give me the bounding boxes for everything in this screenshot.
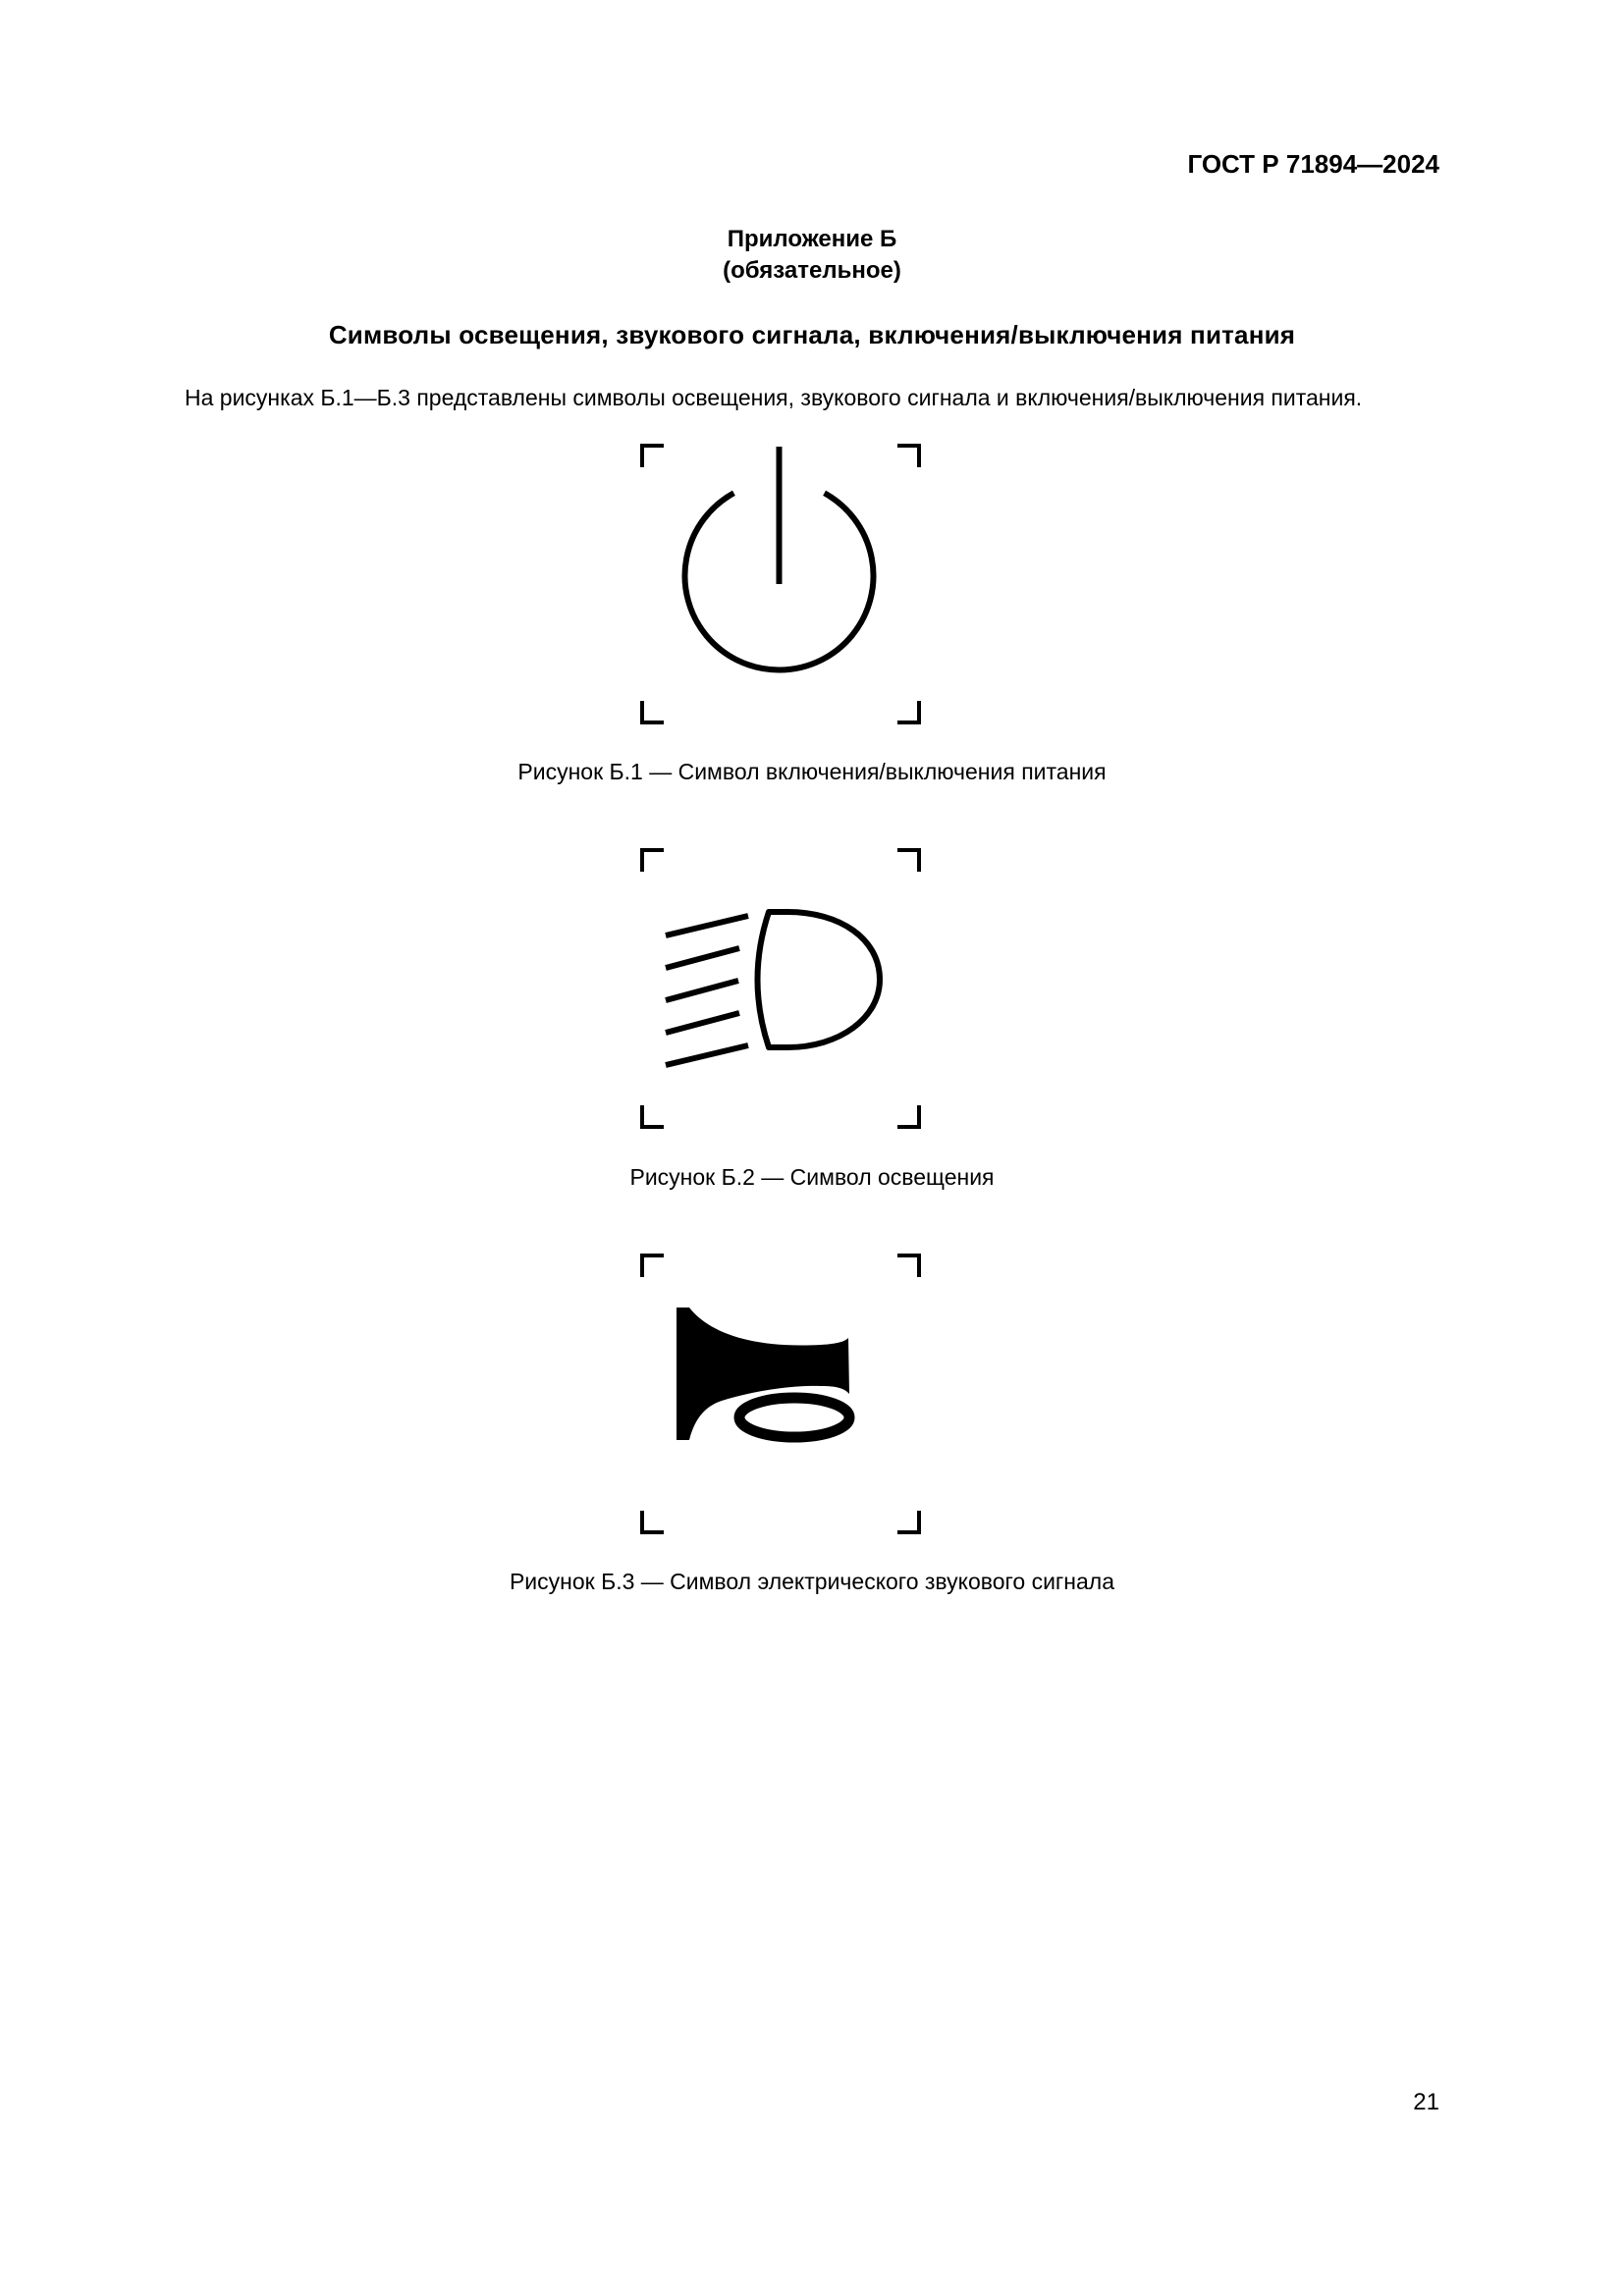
crop-mark-bottom-left xyxy=(642,1105,664,1127)
figure-caption: Рисунок Б.1 — Символ включения/выключения питания xyxy=(517,759,1107,784)
crop-mark-bottom-right xyxy=(897,1511,919,1532)
crop-mark-bottom-right xyxy=(897,701,919,722)
crop-mark-bottom-left xyxy=(642,701,664,722)
lamp-outline xyxy=(758,912,881,1047)
light-ray xyxy=(666,981,738,1000)
light-ray xyxy=(666,1013,739,1033)
crop-mark-top-right xyxy=(897,446,919,467)
appendix-title: Приложение Б xyxy=(727,226,897,252)
figure-caption: Рисунок Б.3 — Символ электрического звукового сигнала xyxy=(509,1569,1115,1594)
light-ray xyxy=(666,1045,748,1065)
crop-mark-top-left xyxy=(642,1255,664,1277)
power-symbol-icon xyxy=(638,442,923,726)
horn-loop xyxy=(739,1398,849,1437)
section-heading: Символы освещения, звукового сигнала, включения/выключения питания xyxy=(328,320,1296,349)
crop-mark-top-right xyxy=(897,850,919,872)
crop-mark-top-left xyxy=(642,850,664,872)
appendix-status: (обязательное) xyxy=(723,257,901,284)
horn-bell xyxy=(677,1308,849,1440)
light-ray xyxy=(666,948,739,968)
page-number: 21 xyxy=(1413,2089,1439,2115)
crop-mark-bottom-left xyxy=(642,1511,664,1532)
light-ray xyxy=(666,916,748,935)
crop-mark-top-right xyxy=(897,1255,919,1277)
figure-caption: Рисунок Б.2 — Символ освещения xyxy=(629,1164,995,1190)
crop-mark-bottom-right xyxy=(897,1105,919,1127)
headlight-symbol-icon xyxy=(638,846,923,1131)
intro-paragraph: На рисунках Б.1—Б.3 представлены символы освещения, звукового сигнала и включения/выключения питания. xyxy=(185,385,1363,410)
crop-mark-top-left xyxy=(642,446,664,467)
document-code: ГОСТ Р 71894—2024 xyxy=(1187,149,1439,179)
horn-symbol-icon xyxy=(638,1252,923,1536)
